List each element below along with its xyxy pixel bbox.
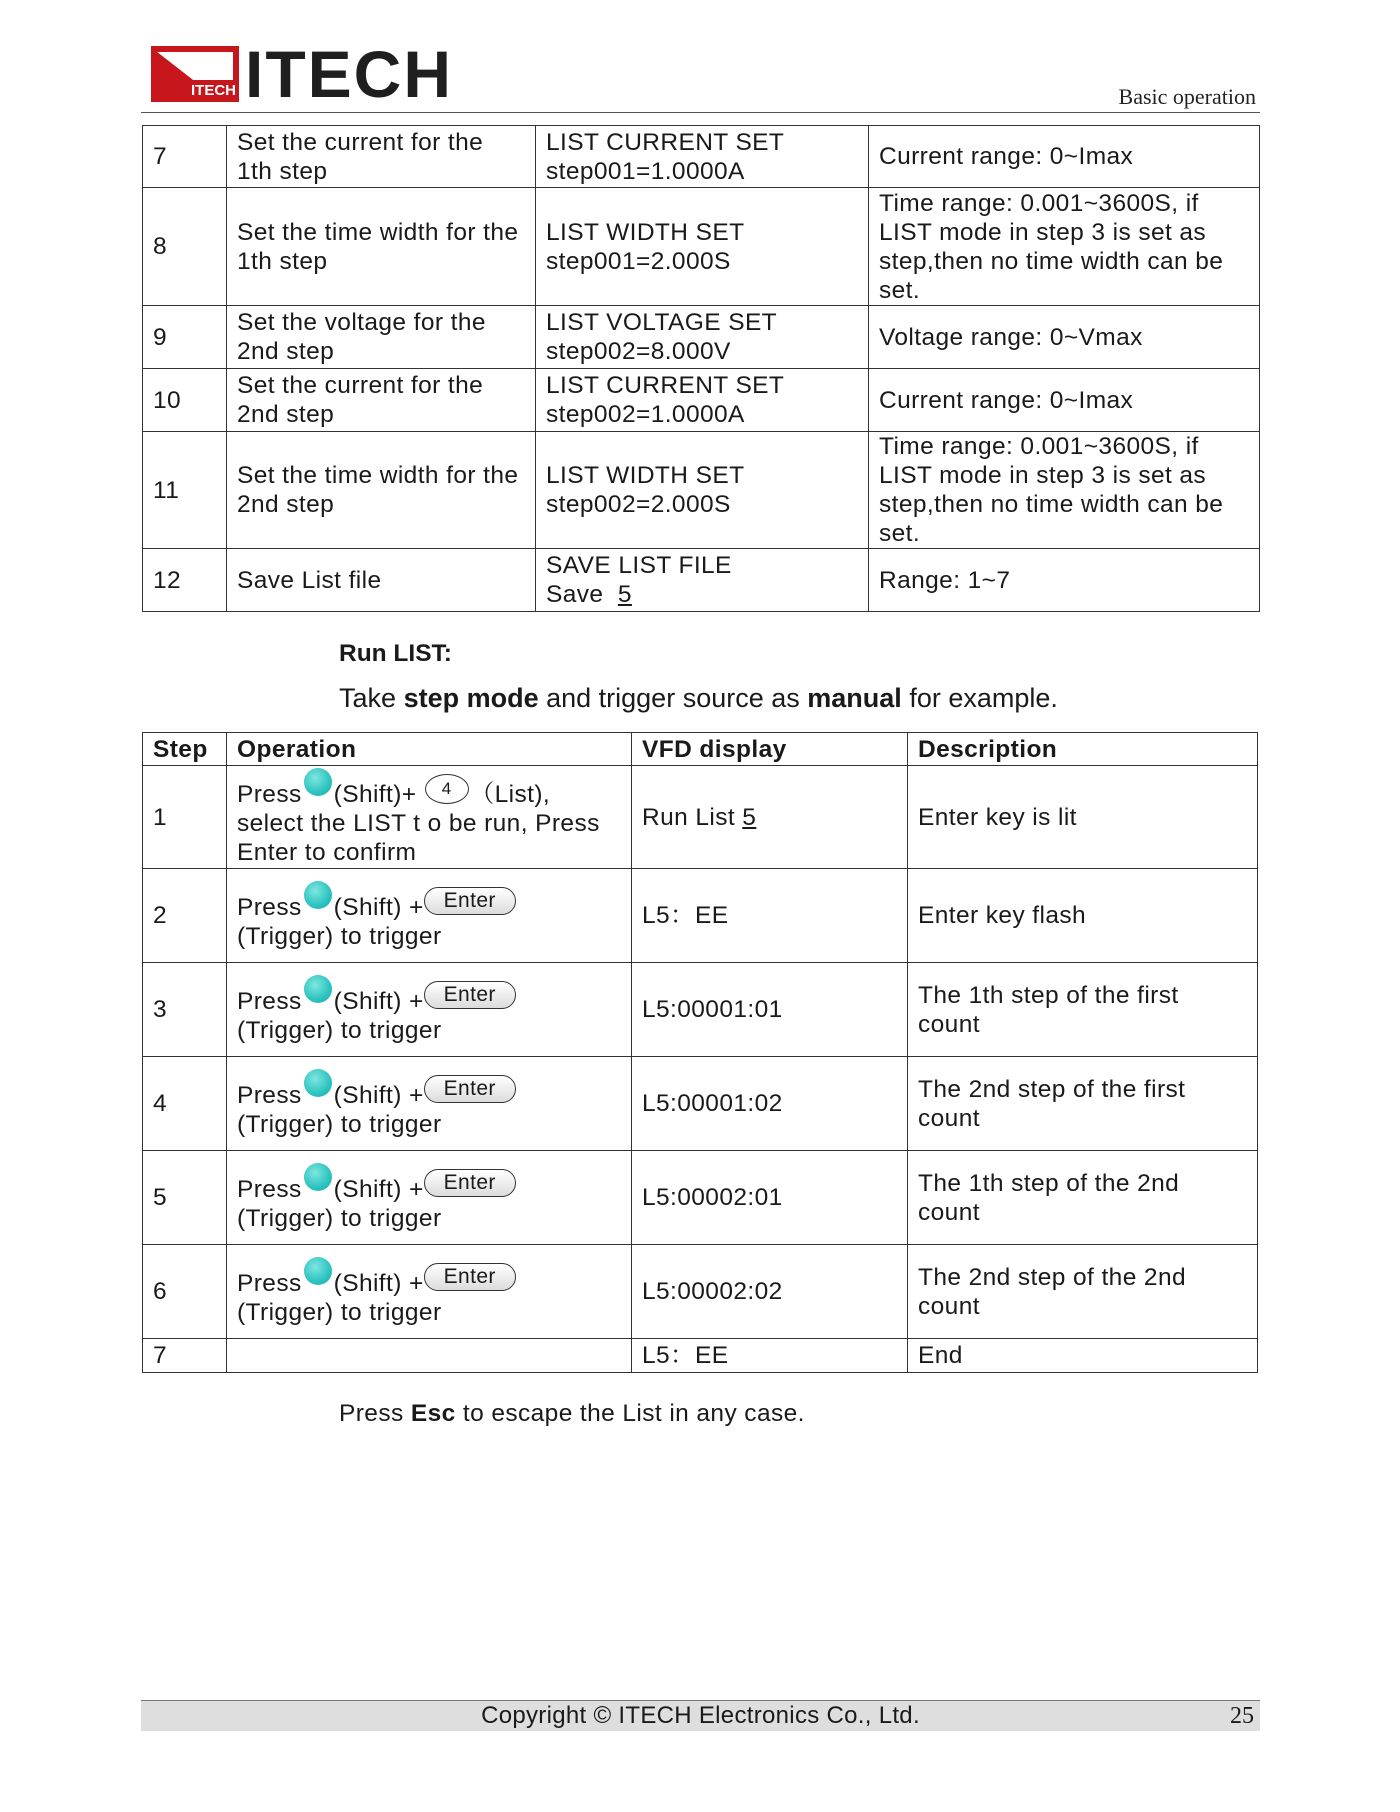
number-4-key-icon: 4 [425,774,469,804]
run-list-title: Run LIST: [339,640,452,667]
table-row [143,869,1258,963]
table-row [143,432,1260,549]
trigger-text: (Trigger) to trigger [237,1110,442,1138]
step-cell: 7 [143,126,227,188]
operation-cell [227,1151,632,1245]
section-label: Basic operation [1118,84,1256,109]
shift-key-icon [304,975,332,1003]
vfd-line: LIST WIDTH SET [546,462,745,489]
page-header [141,37,1260,113]
step-cell: 10 [143,369,227,432]
vfd-line: LIST CURRENT SET [546,128,785,156]
table-row [143,766,1258,869]
vfd-value: 5 [742,803,757,831]
vfd-cell: L5:00001:01 [632,963,908,1057]
operation-text: the LIST t o be run, Press Enter to confirm [237,809,600,866]
description-cell: The 2nd step of the first count [908,1057,1258,1151]
shift-text: (Shift) + [333,1081,424,1109]
column-header: Operation [227,733,632,766]
operation-cell [227,766,632,869]
operation-cell: Save List file [227,549,536,612]
enter-key-icon: Enter [424,1169,516,1197]
press-text: Press [237,893,302,921]
intro-text: and trigger source as [546,683,800,713]
vfd-value: 5 [617,581,632,608]
vfd-cell [536,549,869,612]
vfd-text: Run List [642,803,736,831]
operation-cell: Set the time width for the 1th step [227,188,536,306]
enter-key-icon: Enter [424,1263,516,1291]
step-cell: 3 [143,963,227,1057]
vfd-cell [536,126,869,188]
description-cell: The 2nd step of the 2nd count [908,1245,1258,1339]
table-row [143,963,1258,1057]
vfd-line: LIST CURRENT SET [546,372,785,399]
step-cell: 11 [143,432,227,549]
step-cell: 1 [143,766,227,869]
step-cell: 9 [143,306,227,369]
vfd-cell: L5：EE [632,1339,908,1373]
table-row [143,1057,1258,1151]
operation-cell: Set the time width for the 2nd step [227,432,536,549]
vfd-cell: L5:00002:02 [632,1245,908,1339]
shift-key-icon [304,881,332,909]
step-cell: 4 [143,1057,227,1151]
vfd-line: step001=2.000S [546,247,731,275]
press-text: Press [237,1269,302,1297]
step-cell: 12 [143,549,227,612]
vfd-cell: L5:00001:02 [632,1057,908,1151]
esc-note-text: to escape the List in any case. [462,1400,805,1427]
vfd-cell [536,306,869,369]
shift-text: (Shift) + [333,1269,424,1297]
vfd-line: step002=2.000S [546,491,731,518]
step-cell: 2 [143,869,227,963]
vfd-line: SAVE LIST FILE [546,552,732,579]
shift-text: (Shift) + [333,987,424,1015]
esc-note-text: Press [339,1400,404,1427]
trigger-text: (Trigger) to trigger [237,922,442,950]
description-cell: Current range: 0~Imax [869,126,1260,188]
operation-cell [227,869,632,963]
table-row [143,369,1260,432]
description-cell: Current range: 0~Imax [869,369,1260,432]
vfd-line: LIST VOLTAGE SET [546,309,778,336]
operation-cell: Set the current for the 1th step [227,126,536,188]
description-cell: The 1th step of the first count [908,963,1258,1057]
intro-bold: step mode [403,683,539,713]
column-header: VFD display [632,733,908,766]
intro-text: Take [339,683,397,713]
table-row [143,126,1260,188]
vfd-line: step002=8.000V [546,338,731,365]
step-cell: 8 [143,188,227,306]
vfd-cell: L5:00002:01 [632,1151,908,1245]
shift-key-icon [304,1163,332,1191]
enter-key-icon: Enter [424,887,516,915]
column-header: Description [908,733,1258,766]
trigger-text: (Trigger) to trigger [237,1016,442,1044]
press-text: Press [237,1175,302,1203]
esc-key-label: Esc [410,1400,456,1427]
press-text: Press [237,987,302,1015]
press-text: Press [237,1081,302,1109]
table-row [143,306,1260,369]
step-cell: 5 [143,1151,227,1245]
vfd-line: step001=1.0000A [546,157,745,185]
description-cell: Enter key is lit [908,766,1258,869]
intro-bold: manual [807,683,902,713]
vfd-cell [536,369,869,432]
page-number: 25 [1230,1703,1254,1729]
description-cell: Time range: 0.001~3600S, if LIST mode in step 3 is set as step,then no time width can be set. [869,188,1260,306]
operation-cell [227,963,632,1057]
vfd-line: step002=1.0000A [546,401,745,428]
vfd-cell [536,432,869,549]
operation-cell: Set the current for the 2nd step [227,369,536,432]
trigger-text: (Trigger) to trigger [237,1298,442,1326]
column-header: Step [143,733,227,766]
copyright: Copyright © ITECH Electronics Co., Ltd. [481,1702,920,1729]
table-row [143,1151,1258,1245]
enter-key-icon: Enter [424,981,516,1009]
table-row [143,549,1260,612]
vfd-cell: L5：EE [632,869,908,963]
vfd-line: LIST WIDTH SET [546,218,745,246]
list-setup-table [142,125,1260,612]
press-text: Press [237,780,302,808]
operation-cell: Set the voltage for the 2nd step [227,306,536,369]
step-cell: 7 [143,1339,227,1373]
step-cell: 6 [143,1245,227,1339]
table-header-row [143,733,1258,766]
operation-cell [227,1245,632,1339]
vfd-cell [632,766,908,869]
intro-text: for example. [909,683,1058,713]
shift-key-icon [304,1069,332,1097]
vfd-line: Save [546,581,604,608]
shift-text: (Shift)+ [333,780,417,808]
description-cell: The 1th step of the 2nd count [908,1151,1258,1245]
logo-mark-text: ITECH [191,82,236,99]
shift-key-icon [304,1257,332,1285]
operation-cell [227,1057,632,1151]
trigger-text: (Trigger) to trigger [237,1204,442,1232]
run-list-table [142,732,1258,1373]
description-cell: Time range: 0.001~3600S, if LIST mode in step 3 is set as step,then no time width can be set. [869,432,1260,549]
description-cell: Voltage range: 0~Vmax [869,306,1260,369]
vfd-cell [536,188,869,306]
logo-mark-icon [151,46,239,102]
description-cell: Range: 1~7 [869,549,1260,612]
description-cell: End [908,1339,1258,1373]
table-row [143,1339,1258,1373]
run-list-intro [339,683,1058,714]
list-text: （List), select [237,780,551,837]
table-row [143,1245,1258,1339]
brand-name: ITECH [245,37,453,111]
enter-key-icon: Enter [424,1075,516,1103]
shift-key-icon [304,768,332,796]
esc-note [339,1400,805,1428]
shift-text: (Shift) + [333,1175,424,1203]
shift-text: (Shift) + [333,893,424,921]
page-footer [141,1700,1260,1731]
description-cell: Enter key flash [908,869,1258,963]
operation-cell [227,1339,632,1373]
itech-logo [151,37,453,111]
table-row [143,188,1260,306]
